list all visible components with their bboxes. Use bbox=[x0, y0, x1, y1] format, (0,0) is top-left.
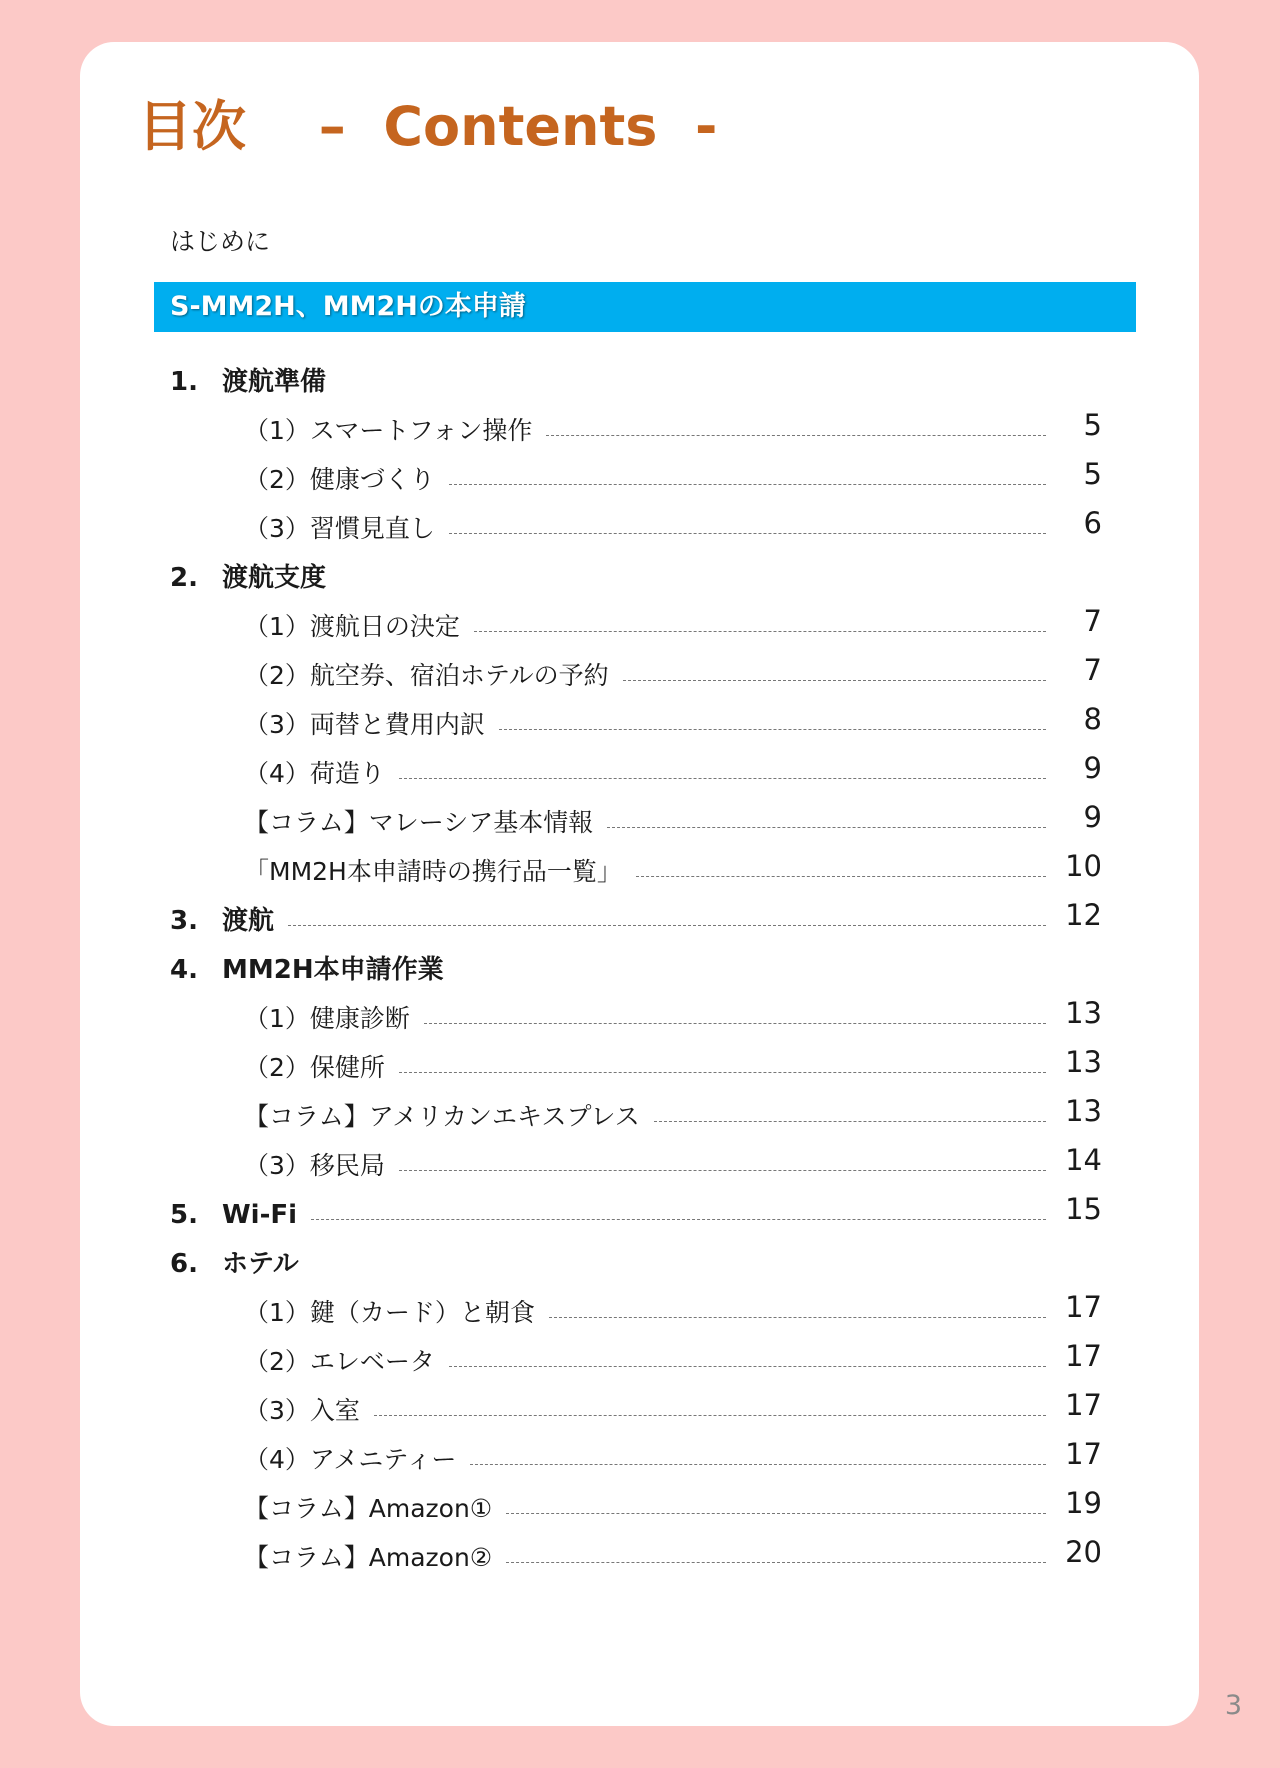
toc-entry-label: （2）健康づくり bbox=[244, 465, 435, 494]
toc-entry-number: 3. bbox=[170, 906, 198, 936]
toc-entry-page: 8 bbox=[1083, 702, 1102, 736]
toc-entry[interactable] bbox=[0, 1339, 1280, 1382]
toc-entry-page: 13 bbox=[1065, 1045, 1102, 1079]
toc-entry[interactable] bbox=[0, 457, 1280, 500]
toc-leader-dots bbox=[399, 1072, 1046, 1073]
toc-entry[interactable] bbox=[0, 506, 1280, 549]
toc-entry-number: 4. bbox=[170, 955, 198, 985]
toc-entry-label: MM2H本申請作業 bbox=[222, 955, 444, 985]
toc-entry[interactable] bbox=[0, 558, 1280, 598]
toc-intro[interactable]: はじめに bbox=[170, 227, 271, 256]
toc-entry[interactable] bbox=[0, 800, 1280, 843]
toc-leader-dots bbox=[623, 680, 1046, 681]
toc-leader-dots bbox=[506, 1513, 1046, 1514]
toc-leader-dots bbox=[399, 778, 1046, 779]
toc-entry-page: 17 bbox=[1065, 1339, 1102, 1373]
toc-leader-dots bbox=[424, 1023, 1046, 1024]
toc-leader-dots bbox=[607, 827, 1046, 828]
toc-entry[interactable] bbox=[0, 1244, 1280, 1284]
toc-entry-label: （3）両替と費用内訳 bbox=[244, 710, 485, 739]
toc-leader-dots bbox=[288, 925, 1046, 926]
toc-leader-dots bbox=[506, 1562, 1046, 1563]
toc-entry[interactable] bbox=[0, 1192, 1280, 1235]
toc-entry-label: （1）スマートフォン操作 bbox=[244, 416, 533, 445]
toc-entry[interactable] bbox=[0, 996, 1280, 1039]
toc-entry-label: 【コラム】マレーシア基本情報 bbox=[244, 808, 594, 837]
toc-entry-page: 6 bbox=[1083, 506, 1102, 540]
toc-leader-dots bbox=[449, 1366, 1046, 1367]
toc-entry[interactable] bbox=[0, 1535, 1280, 1578]
toc-entry-page: 17 bbox=[1065, 1290, 1102, 1324]
toc-entry-label: （2）エレベータ bbox=[244, 1347, 435, 1376]
toc-entry-number: 5. bbox=[170, 1200, 198, 1230]
toc-entry-label: 【コラム】アメリカンエキスプレス bbox=[244, 1102, 640, 1131]
toc-entry-label: （3）入室 bbox=[244, 1396, 360, 1425]
toc-entry-page: 14 bbox=[1065, 1143, 1102, 1177]
toc-entry[interactable] bbox=[0, 702, 1280, 745]
toc-entry[interactable] bbox=[0, 1388, 1280, 1431]
toc-entry-label: （1）鍵（カード）と朝食 bbox=[244, 1298, 535, 1327]
toc-leader-dots bbox=[474, 631, 1046, 632]
toc-entry[interactable] bbox=[0, 751, 1280, 794]
toc-entry-page: 5 bbox=[1083, 457, 1102, 491]
toc-entry-label: ホテル bbox=[222, 1249, 299, 1279]
toc-entry[interactable] bbox=[0, 1094, 1280, 1137]
toc-leader-dots bbox=[654, 1121, 1046, 1122]
toc-entry-label: （2）航空券、宿泊ホテルの予約 bbox=[244, 661, 609, 690]
toc-entry-label: 渡航 bbox=[222, 906, 275, 936]
toc-entry-label: 【コラム】Amazon② bbox=[244, 1543, 493, 1572]
toc-leader-dots bbox=[449, 533, 1046, 534]
toc-entry-page: 17 bbox=[1065, 1388, 1102, 1422]
toc-entry-label: （3）習慣見直し bbox=[244, 514, 435, 543]
toc-entry-page: 13 bbox=[1065, 1094, 1102, 1128]
toc-entry-label: 渡航準備 bbox=[222, 367, 327, 397]
toc-entry[interactable] bbox=[0, 653, 1280, 696]
toc-entry-label: Wi-Fi bbox=[222, 1200, 298, 1230]
toc-leader-dots bbox=[499, 729, 1046, 730]
toc-entry-label: （4）アメニティー bbox=[244, 1445, 457, 1474]
toc-leader-dots bbox=[374, 1415, 1046, 1416]
toc-entry-page: 10 bbox=[1065, 849, 1102, 883]
toc-entry-label: （3）移民局 bbox=[244, 1151, 385, 1180]
toc-entry[interactable] bbox=[0, 1437, 1280, 1480]
toc-entry-label: 「MM2H本申請時の携行品一覧」 bbox=[244, 857, 622, 886]
toc-leader-dots bbox=[546, 435, 1046, 436]
toc-entry[interactable] bbox=[0, 1290, 1280, 1333]
toc-entry[interactable] bbox=[0, 1486, 1280, 1529]
toc-entry-page: 13 bbox=[1065, 996, 1102, 1030]
toc-entry-page: 7 bbox=[1083, 604, 1102, 638]
toc-leader-dots bbox=[449, 484, 1046, 485]
toc-entry-label: （4）荷造り bbox=[244, 759, 385, 788]
toc-leader-dots bbox=[399, 1170, 1046, 1171]
page-title: 目次 – Contents - bbox=[138, 95, 718, 158]
toc-leader-dots bbox=[549, 1317, 1046, 1318]
toc-entry-page: 19 bbox=[1065, 1486, 1102, 1520]
section-header: S-MM2H、MM2Hの本申請 bbox=[154, 282, 1136, 332]
toc-entry-page: 5 bbox=[1083, 408, 1102, 442]
toc-entry-label: （2）保健所 bbox=[244, 1053, 385, 1082]
toc-entry-label: （1）渡航日の決定 bbox=[244, 612, 460, 641]
toc-entry-number: 1. bbox=[170, 367, 198, 397]
toc-leader-dots bbox=[470, 1464, 1046, 1465]
toc-entry[interactable] bbox=[0, 604, 1280, 647]
toc-entry-page: 9 bbox=[1083, 800, 1102, 834]
toc-entry-page: 15 bbox=[1065, 1192, 1102, 1226]
toc-entry-label: 【コラム】Amazon① bbox=[244, 1494, 493, 1523]
page-number: 3 bbox=[1224, 1690, 1242, 1721]
toc-entry[interactable] bbox=[0, 362, 1280, 402]
toc-entry-page: 9 bbox=[1083, 751, 1102, 785]
toc-entry-page: 20 bbox=[1065, 1535, 1102, 1569]
toc-entry[interactable] bbox=[0, 898, 1280, 941]
toc-entry-number: 2. bbox=[170, 563, 198, 593]
toc-entry-page: 17 bbox=[1065, 1437, 1102, 1471]
toc-entry[interactable] bbox=[0, 408, 1280, 451]
toc-entry-label: （1）健康診断 bbox=[244, 1004, 410, 1033]
toc-entry[interactable] bbox=[0, 849, 1280, 892]
toc-entry[interactable] bbox=[0, 950, 1280, 990]
toc-entry-page: 12 bbox=[1065, 898, 1102, 932]
toc-entry-number: 6. bbox=[170, 1249, 198, 1279]
toc-entry-label: 渡航支度 bbox=[222, 563, 327, 593]
toc-leader-dots bbox=[636, 876, 1046, 877]
toc-leader-dots bbox=[311, 1219, 1046, 1220]
toc-entry[interactable] bbox=[0, 1045, 1280, 1088]
toc-entry[interactable] bbox=[0, 1143, 1280, 1186]
toc-entry-page: 7 bbox=[1083, 653, 1102, 687]
